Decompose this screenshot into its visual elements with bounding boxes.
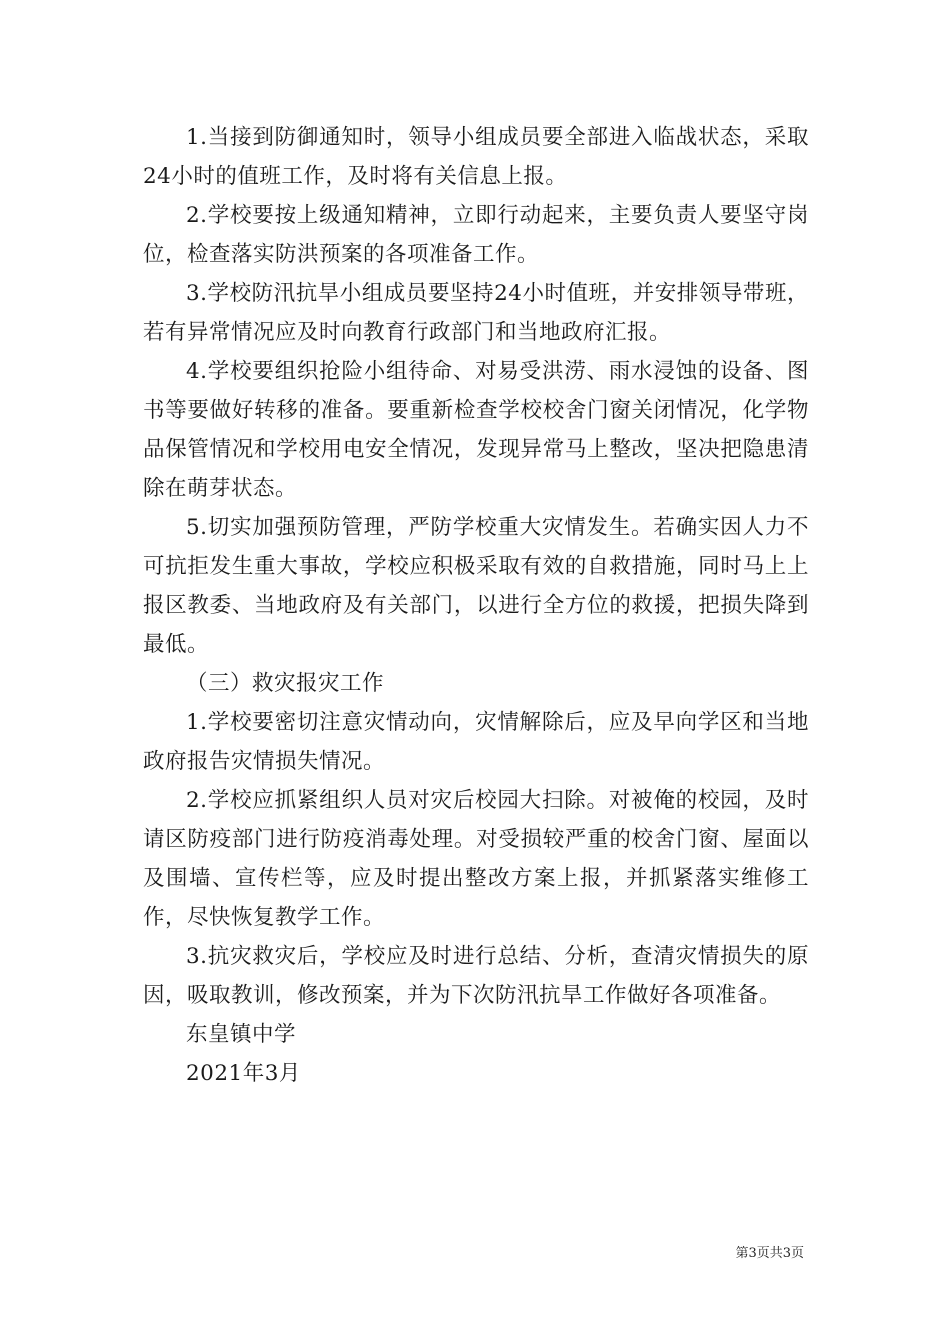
paragraph-8: 3.抗灾救灾后，学校应及时进行总结、分析，查清灾情损失的原因，吸取教训，修改预案，并为下次防汛抗旱工作做好各项准备。 — [143, 944, 809, 1008]
section-heading: （三）救灾报灾工作 — [186, 671, 385, 696]
page-number-footer: 第3页共3页 — [735, 1246, 804, 1261]
paragraph-4: 4.学校要组织抢险小组待命、对易受洪涝、雨水浸蚀的设备、图书等要做好转移的准备。要重新检查学校校舍门窗关闭情况，化学物品保管情况和学校用电安全情况，发现异常马上整改，坚决把隐患清除在萌芽状态。 — [143, 359, 809, 501]
paragraph-7: 2.学校应抓紧组织人员对灾后校园大扫除。对被俺的校园，及时请区防疫部门进行防疫消毒处理。对受损较严重的校舍门窗、屋面以及围墙、宣传栏等，应及时提出整改方案上报，并抓紧落实维修工作，尽快恢复教学工作。 — [143, 788, 809, 930]
document-body — [143, 118, 809, 1093]
signature-date: 2021年3月 — [186, 1061, 301, 1086]
paragraph-5: 5.切实加强预防管理，严防学校重大灾情发生。若确实因人力不可抗拒发生重大事故，学校应积极采取有效的自救措施，同时马上上报区教委、当地政府及有关部门，以进行全方位的救援，把损失降到最低。 — [143, 515, 809, 657]
paragraph-2: 2.学校要按上级通知精神，立即行动起来，主要负责人要坚守岗位，检查落实防洪预案的各项准备工作。 — [143, 203, 809, 267]
signature-organization: 东皇镇中学 — [186, 1022, 297, 1047]
paragraph-1: 1.当接到防御通知时，领导小组成员要全部进入临战状态，采取24小时的值班工作，及时将有关信息上报。 — [143, 125, 809, 189]
paragraph-3: 3.学校防汛抗旱小组成员要坚持24小时值班，并安排领导带班，若有异常情况应及时向教育行政部门和当地政府汇报。 — [143, 281, 809, 345]
paragraph-6: 1.学校要密切注意灾情动向，灾情解除后，应及早向学区和当地政府报告灾情损失情况。 — [143, 710, 809, 774]
